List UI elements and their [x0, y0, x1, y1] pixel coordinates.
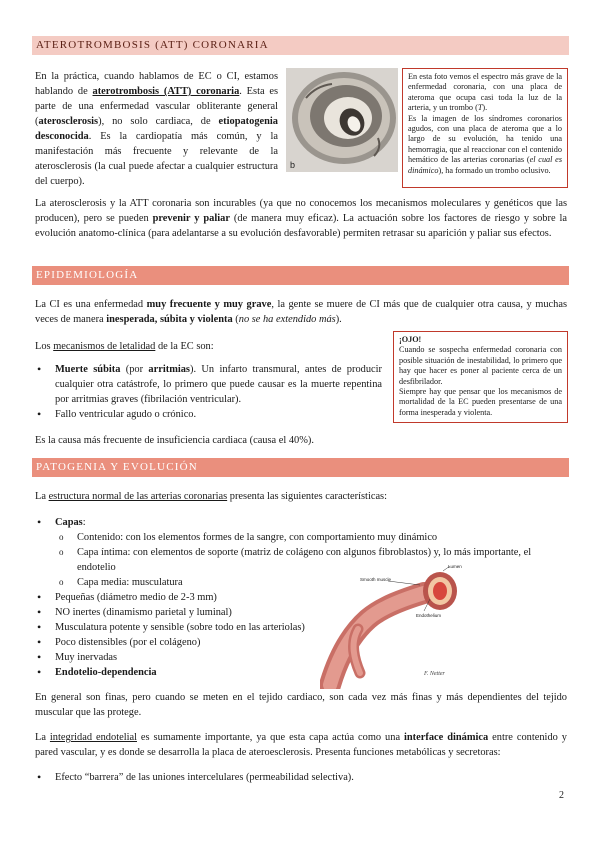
term-att-coronaria: aterotrombosis (ATT) coronaria	[92, 86, 240, 97]
ojo-warning-box	[393, 331, 568, 423]
list-item: • Muy inervadas	[35, 650, 567, 665]
text-run: ).	[335, 314, 342, 325]
caption-text: ), ha formado un trombo oclusivo.	[438, 165, 551, 175]
text-run: ). Un infarto transmural, antes de producir cualquier otra catástrofe, lo primero que puede causar es la muerte repentina por arritmias graves (fibrilación ventricular).	[55, 364, 382, 405]
artery-illustration	[320, 563, 470, 689]
text-run: . Es la cardiopatía más común, y la manifestación más frecuente y relevante de la aterosclerosis (la cual puede afectar a cualquier estructura del cuerpo).	[35, 131, 278, 187]
list-item: • NO inertes (dinamismo parietal y luminal)	[35, 605, 567, 620]
text-run: En la práctica, cuando hablamos de EC o CI, estamos hablando de	[35, 71, 278, 97]
section-header-patogenia: PATOGENIA Y EVOLUCIÓN	[32, 458, 569, 477]
text-run: . Esta es parte de una enfermedad vascular obliterante general (	[35, 86, 279, 127]
intro-paragraph	[35, 69, 278, 189]
caption-italic: el cual es dinámico	[408, 155, 562, 175]
text-run: (de manera muy eficaz). La actuación sobre los factores de riesgo y sobre la evolución anatomo-clínica (para adelantarse a su evolución desfavorable) permiten retrasar su aparición y paliar sus efectos.	[35, 213, 567, 239]
term-integridad-endotelial: integridad endotelial	[49, 732, 137, 743]
term-muerte-subita: Muerte súbita	[55, 364, 121, 375]
term-endotelio-dependencia: Endotelio-dependencia	[55, 667, 157, 678]
text-run: de la EC son:	[155, 341, 214, 352]
text-run: es sumamente importante, ya que esta capa actúa como una	[136, 732, 405, 743]
term-aterosclerosis: aterosclerosis	[38, 116, 99, 127]
text-run: Los	[35, 341, 54, 352]
page-number: 2	[559, 790, 564, 801]
text-run: presenta las siguientes características:	[227, 491, 387, 502]
characteristics-list	[35, 515, 567, 680]
section-header-epidemiologia: EPIDEMIOLOGÍA	[32, 266, 569, 285]
term-arritmias: arritmias	[148, 364, 190, 375]
list-subitem: o Capa íntima: con elementos de soporte (matriz de colágeno con algunos fibroblastos) y, lo más importante, el endotelio	[35, 545, 567, 575]
text-run: La	[35, 491, 49, 502]
ojo-text: Cuando se sospecha enfermedad coronaria con posible situación de inestabilidad, lo primero que hay que hacer es poner al paciente cerca de un desfibrilador.	[399, 345, 562, 386]
text-run: La aterosclerosis y la ATT coronaria son incurables (ya que no conocemos los mecanismos moleculares y genéticos que las producen), pero se pueden	[35, 198, 567, 224]
text-run: Fallo ventricular agudo o crónico.	[55, 409, 197, 420]
figure-signature: F. Netter	[424, 671, 445, 677]
mechanisms-intro	[35, 339, 375, 354]
list-item: • Poco distensibles (por el colágeno)	[35, 635, 567, 650]
text-run: (por	[120, 364, 149, 375]
endothelium-paragraph	[35, 730, 567, 760]
term-capas: Capas	[55, 517, 83, 528]
caption-text: En esta foto vemos el espectro más grave de la enfermedad coronaria, con una placa de ateroma que ocupa casi toda la luz de la arteria, y un trombo (	[408, 72, 562, 113]
figure-label-endothelium: Endothelium	[416, 613, 442, 618]
caption-t-label: T	[477, 103, 483, 113]
incurable-paragraph	[35, 196, 567, 241]
list-item	[35, 362, 382, 407]
caption-box-photo	[402, 68, 568, 188]
figure-label-lumen: Lumen	[448, 564, 462, 569]
list-item: • Pequeñas (diámetro medio de 2-3 mm)	[35, 590, 567, 605]
text-run: ), no solo cardiaca, de	[98, 116, 219, 127]
mechanisms-list	[35, 362, 382, 422]
caption-text: ).	[482, 103, 488, 113]
artery-cross-section-photo	[286, 68, 398, 172]
term-etiopatogenia: etiopatogenia desconocida	[35, 116, 278, 142]
text-run: , la gente se muere de CI más que de cualquier otra causa, y muchas veces de manera	[35, 299, 567, 325]
section-header-aterotrombosis: ATEROTROMBOSIS (ATT) CORONARIA	[32, 36, 569, 55]
finas-paragraph: En general son finas, pero cuando se meten en el tejido cardiaco, son cada vez más finas y más dependientes del tejido muscular que las protege.	[35, 692, 567, 718]
text-run: La	[35, 732, 50, 743]
text-run: (	[232, 314, 239, 325]
text-run: entre contenido y pared vascular, y es donde se desarrolla la placa de ateroesclerosis. Presenta funciones metabólicas y secretoras:	[35, 732, 567, 758]
structure-intro	[35, 489, 567, 504]
list-item: • Efecto “barrera” de las uniones intercelulares (permeabilidad selectiva).	[35, 770, 555, 785]
list-item: • Musculatura potente y sensible (sobre todo en las arteriolas)	[35, 620, 567, 635]
figure-label-smooth-muscle: Smooth muscle	[360, 577, 392, 582]
term-interface-dinamica: interface dinámica	[404, 732, 489, 743]
term-estructura-normal: estructura normal de las arterias coronarias	[48, 491, 228, 502]
photo-label-b: b	[290, 160, 296, 170]
list-item	[35, 407, 382, 422]
list-item	[35, 665, 567, 680]
term-prevenir-paliar: prevenir y paliar	[152, 213, 230, 224]
term-inesperada: inesperada, súbita y violenta	[106, 314, 233, 325]
insuficiencia-paragraph: Es la causa más frecuente de insuficiencia cardiaca (causa el 40%).	[35, 435, 314, 446]
text-run: La CI es una enfermedad	[35, 299, 147, 310]
epidemiology-paragraph	[35, 297, 567, 327]
caption-text: Es la imagen de los síndromes coronarios agudos, con una placa de ateroma que a lo largo de su evolución, ha tenido una hemorragia, que al reaccionar con el contenido hemático de las arterias coronarias (	[408, 113, 562, 165]
list-item	[35, 515, 567, 530]
functions-list	[35, 770, 555, 785]
italic-note: no se ha extendido más	[238, 314, 336, 325]
list-subitem: o Capa media: musculatura	[35, 575, 567, 590]
term-mecanismos-letalidad: mecanismos de letalidad	[53, 341, 156, 352]
ojo-title: ¡OJO!	[399, 335, 422, 344]
list-subitem: o Contenido: con los elementos formes de la sangre, con comportamiento muy dinámico	[35, 530, 567, 545]
ojo-text: Siempre hay que pensar que los mecanismos de mortalidad de la EC pueden presentarse de una forma inesperada y violenta.	[399, 387, 562, 417]
term-frecuente-grave: muy frecuente y muy grave	[146, 299, 272, 310]
text-run: :	[82, 517, 86, 528]
